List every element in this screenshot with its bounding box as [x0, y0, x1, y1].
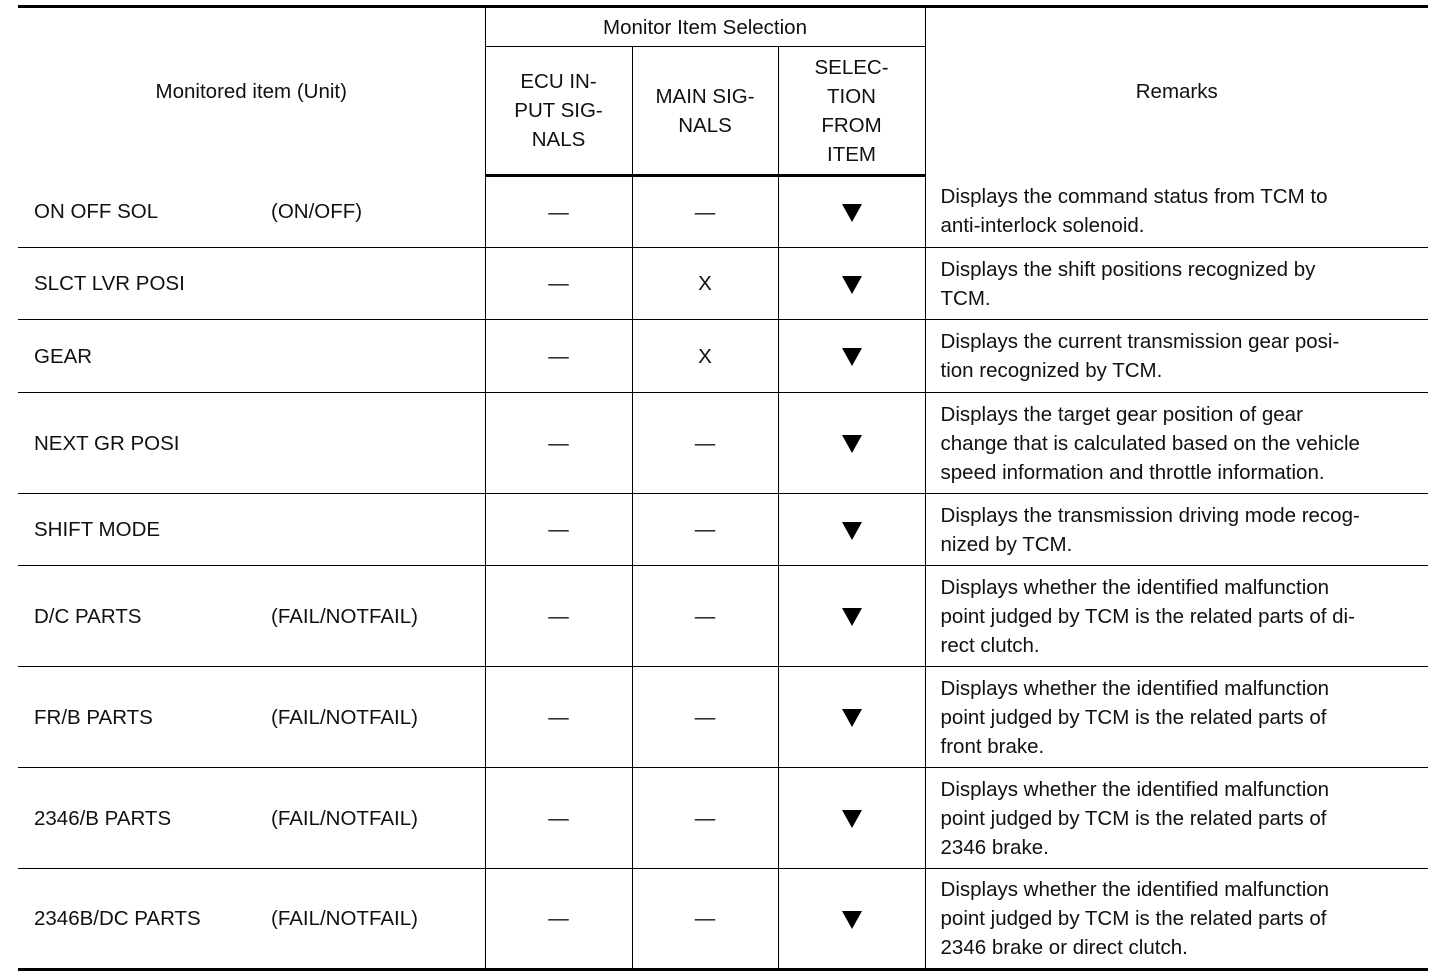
- remarks-line: Displays the transmission driving mode recog-: [940, 503, 1360, 527]
- header-ecu-input-signals: [485, 47, 632, 176]
- cell-ecu-input-signals: —: [485, 176, 632, 248]
- cell-monitored-item: [18, 320, 485, 393]
- item-name: D/C PARTS: [34, 604, 142, 628]
- table-row: [18, 393, 1428, 494]
- cell-monitored-item: [18, 393, 485, 494]
- header-line: TION: [827, 84, 876, 108]
- table-row: [18, 320, 1428, 393]
- item-name: ON OFF SOL: [34, 199, 159, 223]
- cell-remarks: [925, 248, 1428, 320]
- cell-monitored-item: [18, 494, 485, 566]
- cell-ecu-input-signals: —: [485, 320, 632, 393]
- cell-main-signals: —: [632, 176, 778, 248]
- remarks-line: anti-interlock solenoid.: [940, 214, 1145, 238]
- cell-remarks: [925, 566, 1428, 667]
- remarks-line: Displays the target gear position of gear: [940, 402, 1303, 426]
- item-name: 2346B/DC PARTS: [34, 907, 201, 930]
- cell-main-signals: —: [632, 768, 778, 869]
- table-row: [18, 248, 1428, 320]
- cell-remarks: [925, 667, 1428, 768]
- cell-remarks: [925, 768, 1428, 869]
- remarks-line: Displays whether the identified malfunction: [940, 777, 1330, 801]
- header-monitor-item-selection: Monitor Item Selection: [485, 7, 925, 47]
- triangle-down-icon: [842, 810, 862, 828]
- header-remarks: Remarks: [925, 7, 1428, 176]
- table-row: [18, 176, 1428, 248]
- remarks-line: point judged by TCM is the related parts of di-: [940, 604, 1355, 628]
- table-header: [18, 7, 1428, 176]
- cell-main-signals: —: [632, 667, 778, 768]
- cell-remarks: [925, 176, 1428, 248]
- header-line: PUT SIG-: [514, 99, 603, 122]
- cell-main-signals: X: [632, 320, 778, 393]
- remarks-line: 2346 brake or direct clutch.: [940, 936, 1188, 959]
- cell-selection-from-item: [778, 393, 925, 494]
- cell-monitored-item: [18, 768, 485, 869]
- item-unit: (ON/OFF): [271, 199, 363, 223]
- header-selection-from-item: [778, 47, 925, 176]
- remarks-line: front brake.: [940, 734, 1045, 758]
- cell-ecu-input-signals: —: [485, 494, 632, 566]
- table-row: [18, 667, 1428, 768]
- cell-ecu-input-signals: —: [485, 869, 632, 970]
- cell-main-signals: —: [632, 869, 778, 970]
- item-unit: (FAIL/NOTFAIL): [271, 604, 418, 628]
- remarks-line: speed information and throttle information.: [940, 460, 1325, 484]
- item-name: GEAR: [34, 344, 93, 368]
- cell-main-signals: —: [632, 566, 778, 667]
- item-unit: (FAIL/NOTFAIL): [271, 705, 418, 729]
- item-unit: (FAIL/NOTFAIL): [271, 907, 418, 930]
- monitor-item-table-wrapper: [18, 5, 1428, 971]
- cell-ecu-input-signals: —: [485, 248, 632, 320]
- remarks-line: Displays whether the identified malfunction: [940, 878, 1330, 901]
- item-unit: (FAIL/NOTFAIL): [271, 806, 418, 830]
- cell-ecu-input-signals: —: [485, 667, 632, 768]
- header-monitored-item: Monitored item (Unit): [18, 7, 485, 176]
- cell-main-signals: X: [632, 248, 778, 320]
- cell-ecu-input-signals: —: [485, 566, 632, 667]
- header-line: FROM: [821, 113, 882, 137]
- header-line: ECU IN-: [520, 70, 597, 93]
- cell-main-signals: —: [632, 494, 778, 566]
- item-name: FR/B PARTS: [34, 705, 153, 729]
- cell-selection-from-item: [778, 248, 925, 320]
- cell-remarks: [925, 393, 1428, 494]
- cell-monitored-item: [18, 248, 485, 320]
- cell-monitored-item: [18, 566, 485, 667]
- cell-main-signals: —: [632, 393, 778, 494]
- item-name: SLCT LVR POSI: [34, 272, 185, 295]
- table-row: [18, 494, 1428, 566]
- header-main-signals: [632, 47, 778, 176]
- cell-remarks: [925, 869, 1428, 970]
- table-row: [18, 768, 1428, 869]
- item-name: NEXT GR POSI: [34, 431, 180, 455]
- table-body: [18, 176, 1428, 970]
- cell-remarks: [925, 494, 1428, 566]
- header-line: SELEC-: [814, 55, 889, 79]
- cell-selection-from-item: [778, 320, 925, 393]
- cell-selection-from-item: [778, 869, 925, 970]
- cell-selection-from-item: [778, 494, 925, 566]
- table-row: [18, 566, 1428, 667]
- header-line: NALS: [531, 128, 586, 151]
- remarks-line: Displays whether the identified malfunction: [940, 676, 1330, 700]
- cell-ecu-input-signals: —: [485, 768, 632, 869]
- triangle-down-icon: [842, 204, 862, 222]
- cell-selection-from-item: [778, 566, 925, 667]
- remarks-line: Displays the shift positions recognized by: [940, 257, 1316, 281]
- remarks-line: nized by TCM.: [940, 532, 1073, 556]
- remarks-line: 2346 brake.: [940, 835, 1049, 859]
- header-line: ITEM: [827, 142, 876, 166]
- remarks-line: point judged by TCM is the related parts of: [940, 907, 1327, 930]
- item-name: 2346/B PARTS: [34, 806, 172, 830]
- cell-selection-from-item: [778, 667, 925, 768]
- table-row: [18, 869, 1428, 970]
- triangle-down-icon: [842, 709, 862, 727]
- monitor-item-table: [18, 5, 1428, 971]
- cell-ecu-input-signals: —: [485, 393, 632, 494]
- item-name: SHIFT MODE: [34, 518, 161, 541]
- remarks-line: Displays whether the identified malfunction: [940, 575, 1330, 599]
- header-line: MAIN SIG-: [655, 84, 755, 108]
- cell-selection-from-item: [778, 176, 925, 248]
- triangle-down-icon: [842, 276, 862, 294]
- cell-remarks: [925, 320, 1428, 393]
- remarks-line: rect clutch.: [940, 633, 1040, 657]
- remarks-line: Displays the command status from TCM to: [940, 185, 1328, 209]
- remarks-line: change that is calculated based on the vehicle: [940, 431, 1360, 455]
- remarks-line: point judged by TCM is the related parts of: [940, 806, 1327, 830]
- triangle-down-icon: [842, 348, 862, 366]
- triangle-down-icon: [842, 911, 862, 929]
- cell-monitored-item: [18, 667, 485, 768]
- remarks-line: Displays the current transmission gear posi-: [940, 330, 1340, 353]
- cell-selection-from-item: [778, 768, 925, 869]
- triangle-down-icon: [842, 435, 862, 453]
- cell-monitored-item: [18, 869, 485, 970]
- remarks-line: TCM.: [940, 286, 991, 310]
- triangle-down-icon: [842, 522, 862, 540]
- remarks-line: point judged by TCM is the related parts of: [940, 705, 1327, 729]
- header-line: NALS: [678, 113, 732, 137]
- triangle-down-icon: [842, 608, 862, 626]
- remarks-line: tion recognized by TCM.: [940, 359, 1163, 382]
- cell-monitored-item: [18, 176, 485, 248]
